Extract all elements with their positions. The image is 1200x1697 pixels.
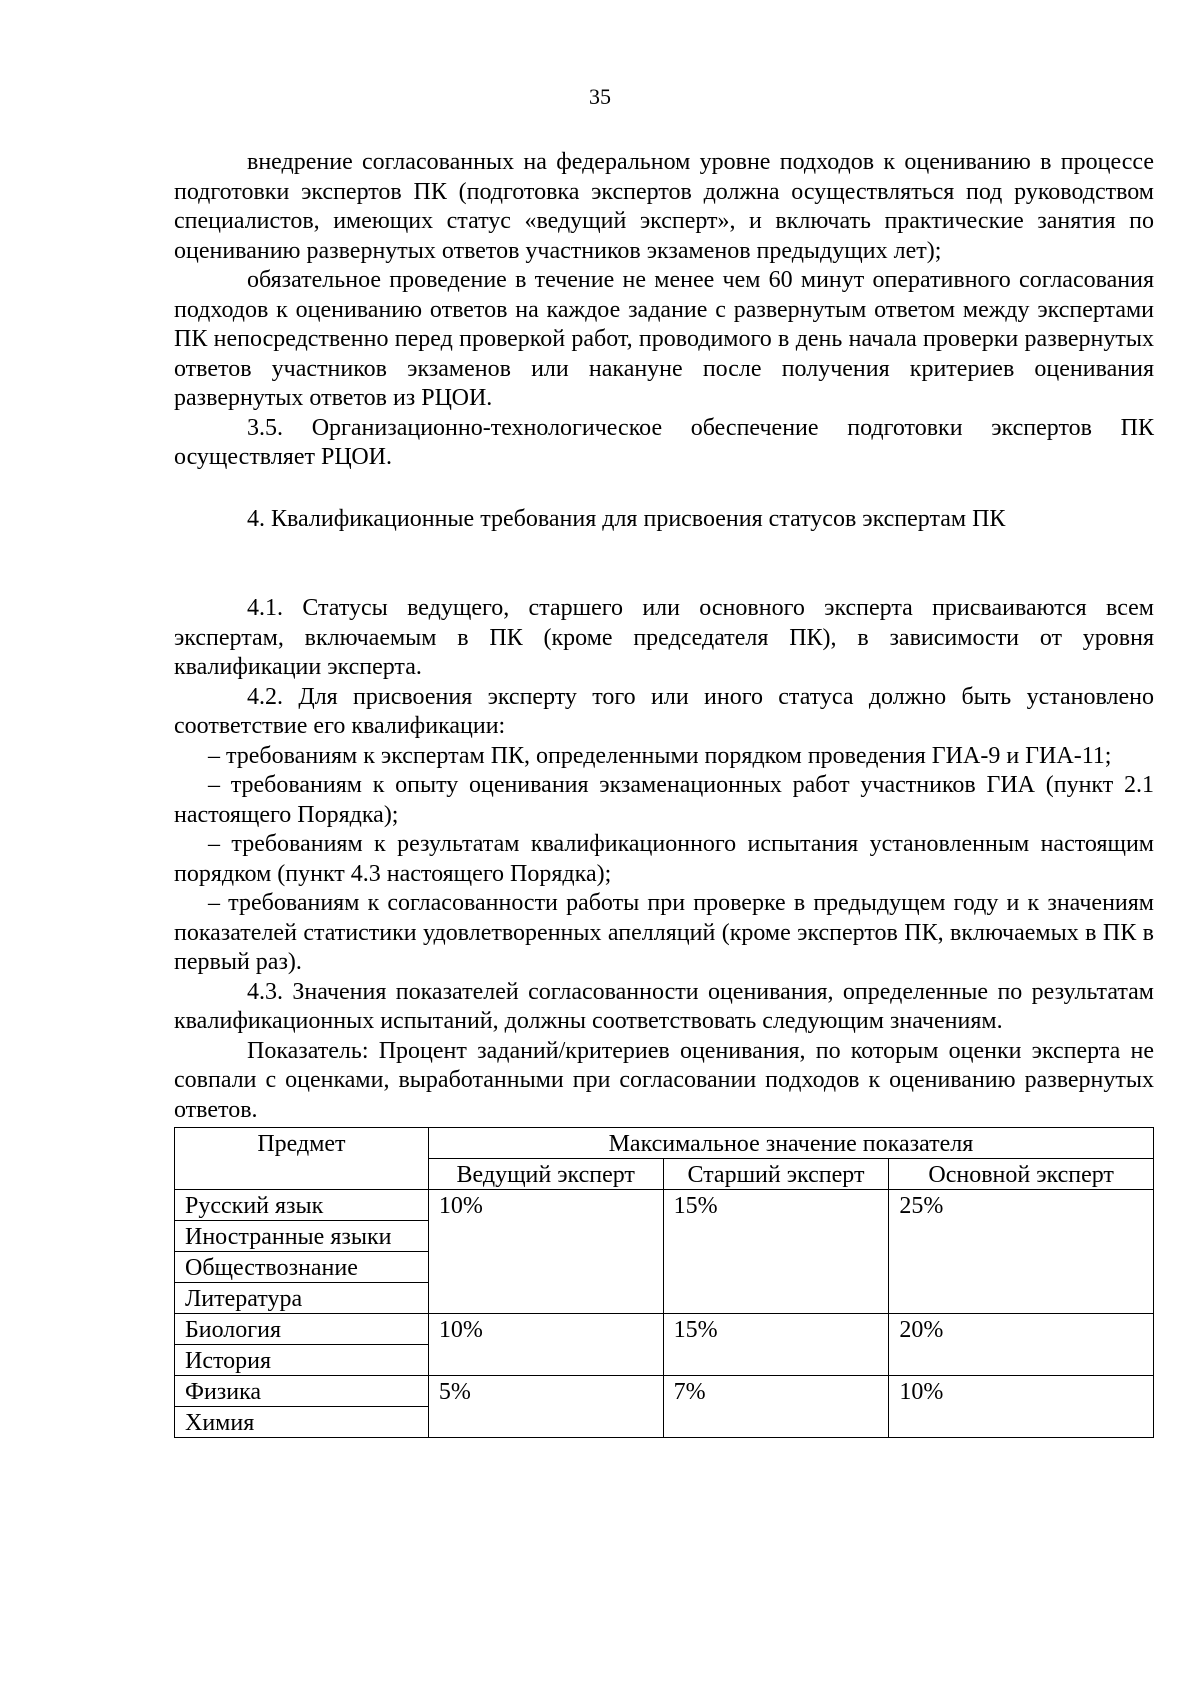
subject-cell: Обществознание [175, 1252, 429, 1283]
value-cell-main: 20% [889, 1314, 1154, 1376]
table-row [175, 1376, 1154, 1407]
paragraph-indicator: Показатель: Процент заданий/критериев оценивания, по которым оценки эксперта не совпали с оценками, выработанными при согласовании подходов к оцениванию развернутых ответов. [174, 1037, 1154, 1123]
requirement-item: – требованиям к согласованности работы при проверке в предыдущем году и к значениям показателей статистики удовлетворенных апелляций (кроме экспертов ПК, включаемых в ПК в первый раз). [174, 890, 1154, 975]
paragraph-4-3: 4.3. Значения показателей согласованности оценивания, определенные по результатам квалификационных испытаний, должны соответствовать следующим значениям. [174, 978, 1154, 1034]
paragraph-federal-approaches: внедрение согласованных на федеральном уровне подходов к оцениванию в процессе подготовки экспертов ПК (подготовка экспертов должна осуществляться под руководством специалистов, имеющих статус «ведущий эксперт», и включать практические занятия по оцениванию развернутых ответов участников экзаменов предыдущих лет); [174, 149, 1154, 264]
subject-cell: История [175, 1345, 429, 1376]
table-row [175, 1314, 1154, 1345]
value-cell-main: 10% [889, 1376, 1154, 1438]
subject-cell: Физика [175, 1376, 429, 1407]
paragraph-4-2: 4.2. Для присвоения эксперту того или иного статуса должно быть установлено соответствие его квалификации: [174, 683, 1154, 739]
value-cell-lead: 10% [428, 1190, 663, 1314]
table-row [175, 1190, 1154, 1221]
value-cell-senior: 15% [663, 1314, 889, 1376]
section-heading-4: 4. Квалификационные требования для присвоения статусов экспертам ПК [247, 505, 1006, 532]
requirement-item: – требованиям к результатам квалификационного испытания установленным настоящим порядком (пункт 4.3 настоящего Порядка); [174, 831, 1154, 887]
paragraph-4-1: 4.1. Статусы ведущего, старшего или основного эксперта присваиваются всем экспертам, включаемым в ПК (кроме председателя ПК), в зависимости от уровня квалификации эксперта. [174, 595, 1154, 680]
table-header-max-value: Максимальное значение показателя [428, 1128, 1153, 1159]
value-cell-lead: 5% [428, 1376, 663, 1438]
value-cell-main: 25% [889, 1190, 1154, 1314]
paragraph-3-5: 3.5. Организационно-технологическое обеспечение подготовки экспертов ПК осуществляет РЦОИ. [174, 414, 1154, 470]
expert-threshold-table [174, 1127, 1154, 1438]
table-header-senior-expert: Старший эксперт [663, 1159, 889, 1190]
paragraph-mandatory-agreement: обязательное проведение в течение не менее чем 60 минут оперативного согласования подходов к оцениванию ответов на каждое задание с развернутым ответом между экспертами ПК непосредственно перед проверкой работ, проводимого в день начала проверки развернутых ответов участников экзаменов или накануне после получения критериев оценивания развернутых ответов из РЦОИ. [174, 267, 1154, 411]
subject-cell: Иностранные языки [175, 1221, 429, 1252]
subject-cell: Литература [175, 1283, 429, 1314]
table-header-main-expert: Основной эксперт [889, 1159, 1154, 1190]
requirement-item: – требованиям к опыту оценивания экзаменационных работ участников ГИА (пункт 2.1 настоящего Порядка); [174, 772, 1154, 828]
document-body [174, 148, 1154, 1438]
subject-cell: Русский язык [175, 1190, 429, 1221]
requirement-item: – требованиям к экспертам ПК, определенными порядком проведения ГИА-9 и ГИА-11; [208, 742, 1112, 769]
table-header-subject: Предмет [175, 1128, 429, 1190]
subject-cell: Биология [175, 1314, 429, 1345]
table-header-lead-expert: Ведущий эксперт [428, 1159, 663, 1190]
subject-cell: Химия [175, 1407, 429, 1438]
value-cell-senior: 15% [663, 1190, 889, 1314]
page-number: 35 [589, 84, 611, 109]
value-cell-senior: 7% [663, 1376, 889, 1438]
value-cell-lead: 10% [428, 1314, 663, 1376]
